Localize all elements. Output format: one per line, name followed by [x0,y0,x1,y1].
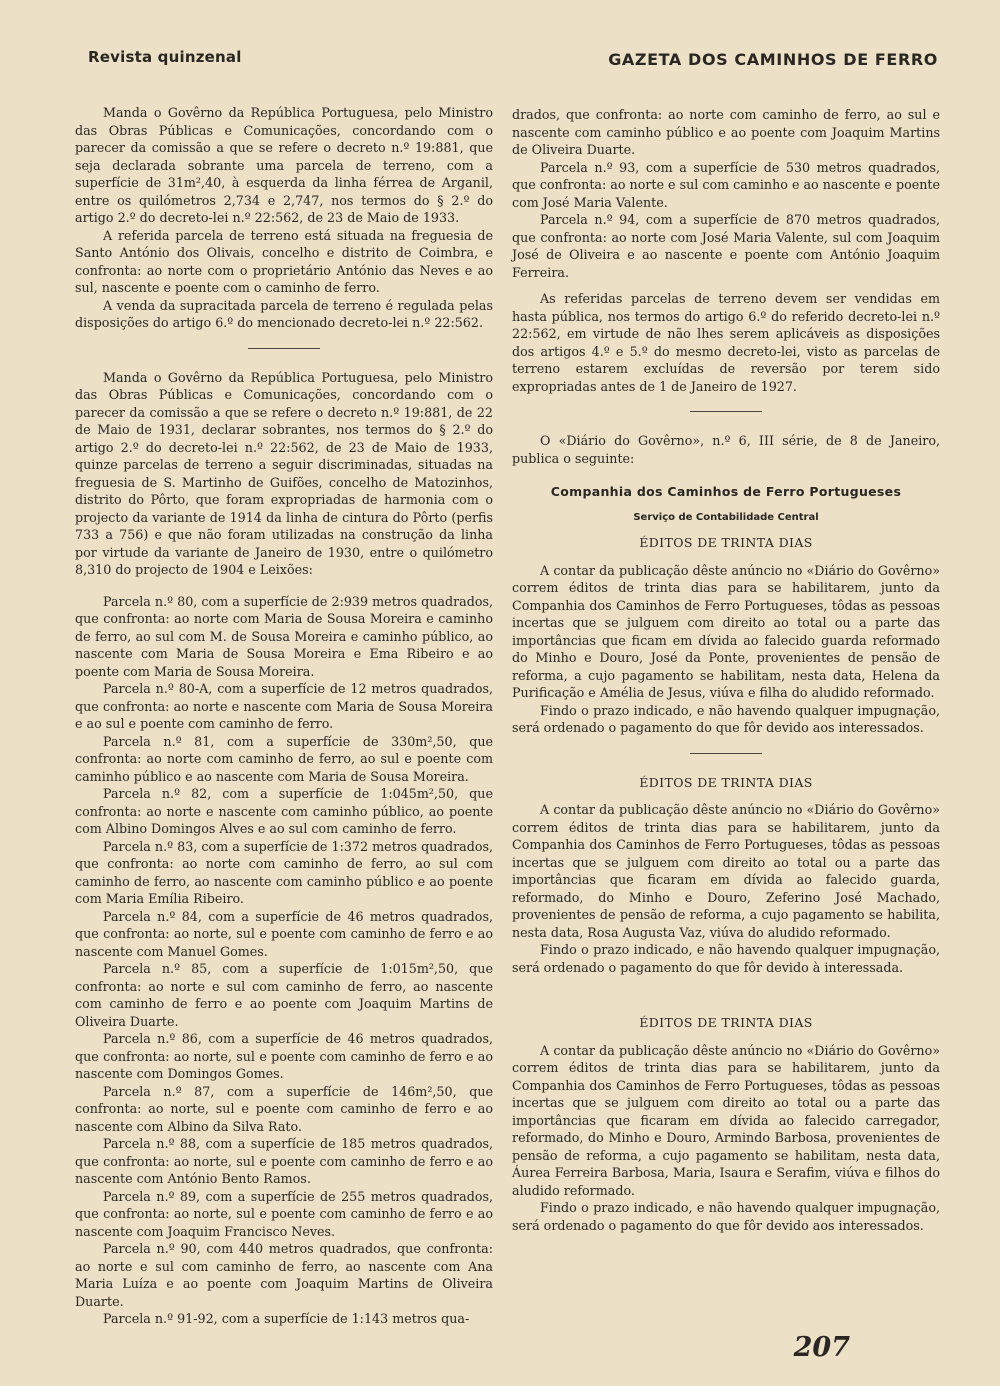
parcel-paragraph: Parcela n.º 86, com a superfície de 46 metros quadrados, que confronta: ao norte, sul e poente com caminho de ferro e ao nascente com Domingos Gomes. [75,1031,493,1081]
parcel-paragraph: Parcela n.º 81, com a superfície de 330m²,50, que confronta: ao norte com caminho de ferro, ao sul e poente com caminho público e ao nascente com Maria de Sousa Moreira. [75,733,493,784]
notice-closing: Findo o prazo indicado, e não havendo qualquer impugnação, será ordenado o pagamento do que fôr devido aos interessados. [512,1200,940,1233]
diario-intro: O «Diário do Govêrno», n.º 6, III série, de 8 de Janeiro, publica o seguinte: [512,433,940,466]
parcel-paragraph: Parcela n.º 89, com a superfície de 255 metros quadrados, que confronta: ao norte, sul e poente com caminho de ferro e ao nascente com Joaquim Francisco Neves. [75,1188,493,1239]
right-column [512,106,940,1234]
parcel-paragraph: Parcela n.º 83, com a superfície de 1:372 metros quadrados, que confronta: ao norte com caminho de ferro, ao sul com caminho de ferro, ao nascente com caminho público e ao poente com Maria Emília Ribeiro. [75,838,493,906]
sale-note: As referidas parcelas de terreno devem ser vendidas em hasta pública, nos termos do artigo 6.º do referido decreto-lei n.º 22:562, em virtude de não lhes serem aplicáveis as disposições dos artigos 4.º e 5.º do mesmo decreto-lei, visto as parcelas de terreno estarem excluídas de reversão por terem sido expropriadas antes de 1 de Janeiro de 1927. [512,291,940,394]
notice-body: A contar da publicação dêste anúncio no «Diário do Govêrno» correm éditos de trinta dias para se habilitarem, junto da Companhia dos Caminhos de Ferro Portugueses, tôdas as pessoas incertas que se julguem com direito ao total ou a parte das importâncias que ficam em dívida ao falecido guarda reformado do Minho e Douro, José da Ponte, provenientes de pensão de reforma, a cujo pagamento se habilitam, nesta data, Helena da Purificação e Amélia de Jesus, viúva e filha do aludido reformado. [512,562,940,700]
notice-body: A contar da publicação dêste anúncio no «Diário do Govêrno» correm éditos de trinta dias para se habilitarem, junto da Companhia dos Caminhos de Ferro Portugueses, tôdas as pessoas incertas que se julguem com direito ao total ou a parte das importâncias que ficaram em dívida ao falecido carregador, reformado, do Minho e Douro, Armindo Barbosa, provenientes de pensão de reforma, a cujo pagamento se habilitam, nesta data, Áurea Ferreira Barbosa, Maria, Isaura e Serafim, viúva e filhos do aludido reformado. [512,1042,940,1198]
notice-title: ÉDITOS DE TRINTA DIAS [639,1015,813,1030]
page-number: 207 [793,1332,850,1363]
decree1-paragraph: Manda o Govêrno da República Portuguesa, pelo Ministro das Obras Públicas e Comunicações, concordando com o parecer da comissão a que se refere o decreto n.º 19:881, que seja declarada sobrante uma parcela de terreno, com a superfície de 31m²,40, à esquerda da linha férrea de Arganil, entre os quilómetros 2,734 e 2,747, nos termos do § 2.º do artigo 2.º do decreto-lei n.º 22:562, de 23 de Maio de 1933. [75,105,493,225]
notice-title: ÉDITOS DE TRINTA DIAS [639,535,813,550]
parcel-paragraph: Parcela n.º 90, com 440 metros quadrados, que confronta: ao norte e sul com caminho de ferro, ao nascente com Ana Maria Luíza e ao poente com Joaquim Martins de Oliveira Duarte. [75,1241,493,1309]
notice-body: A contar da publicação dêste anúncio no «Diário do Govêrno» correm éditos de trinta dias para se habilitarem, junto da Companhia dos Caminhos de Ferro Portugueses, tôdas as pessoas incertas que se julguem com direito ao total ou a parte das importâncias que ficaram em dívida ao falecido guarda, reformado, do Minho e Douro, Zeferino José Machado, provenientes de pensão de reforma, a cujo pagamento se habilita, nesta data, Rosa Augusta Vaz, viúva do aludido reformado. [512,802,940,940]
service-name: Serviço de Contabilidade Central [633,511,819,523]
parcel-paragraph: Parcela n.º 87, com a superfície de 146m²,50, que confronta: ao norte, sul e poente com caminho de ferro e ao nascente com Albino da Silva Rato. [75,1083,493,1134]
parcel-continuation: drados, que confronta: ao norte com caminho de ferro, ao sul e nascente com caminho público e ao poente com Joaquim Martins de Oliveira Duarte. [512,107,940,157]
parcel-paragraph: Parcela n.º 82, com a superfície de 1:045m²,50, que confronta: ao norte e nascente com caminho público, ao poente com Albino Domingos Alves e ao sul com caminho de ferro. [75,786,493,836]
section-divider [690,753,762,754]
parcel-paragraph: Parcela n.º 88, com a superfície de 185 metros quadrados, que confronta: ao norte, sul e poente com caminho de ferro e ao nascente com António Bento Ramos. [75,1136,493,1186]
parcel-paragraph: Parcela n.º 93, com a superfície de 530 metros quadrados, que confronta: ao norte e sul com caminho e ao nascente e poente com José Maria Valente. [512,159,940,210]
section-divider [248,348,320,349]
section-divider [690,411,762,412]
parcel-paragraph: Parcela n.º 91-92, com a superfície de 1:143 metros qua- [103,1311,470,1326]
decree2-intro: Manda o Govêrno da República Portuguesa, pelo Ministro das Obras Públicas e Comunicações, concordando com o parecer da comissão a que se refere o decreto n.º 19:881, de 22 de Maio de 1931, declarar sobrantes, nos termos do § 2.º do artigo 2.º do decreto-lei n.º 22:562, de 23 de Maio de 1933, quinze parcelas de terreno a seguir discriminadas, situadas na freguesia de S. Martinho de Guifões, concelho de Matozinhos, distrito do Pôrto, que foram expropriadas de harmonia com o projecto da variante de 1914 da linha de cintura do Pôrto (perfis 733 a 756) e que não foram utilizadas na construção da linha por virtude da variante de Janeiro de 1930, entre o quilómetro 8,310 do projecto de 1904 e Leixões: [75,369,493,577]
parcel-paragraph: Parcela n.º 80-A, com a superfície de 12 metros quadrados, que confronta: ao norte e nascente com Maria de Sousa Moreira e ao sul e poente com caminho de ferro. [75,681,493,731]
publication-frequency: Revista quinzenal [88,48,242,66]
parcel-paragraph: Parcela n.º 94, com a superfície de 870 metros quadrados, que confronta: ao norte com José Maria Valente, sul com Joaquim José de Oliveira e ao nascente e poente com António Joaquim Ferreira. [512,212,940,280]
notice-title: ÉDITOS DE TRINTA DIAS [639,774,813,790]
decree1-paragraph: A referida parcela de terreno está situada na freguesia de Santo António dos Olivais, concelho e distrito de Coimbra, e confronta: ao norte com o proprietário António das Neves e ao sul, nascente e poente com o caminho de ferro. [75,227,493,295]
notice-closing: Findo o prazo indicado, e não havendo qualquer impugnação, será ordenado o pagamento do que fôr devido aos interessados. [512,702,940,735]
decree1-paragraph: A venda da supracitada parcela de terreno é regulada pelas disposições do artigo 6.º do mencionado decreto-lei n.º 22:562. [75,297,493,330]
parcel-paragraph: Parcela n.º 84, com a superfície de 46 metros quadrados, que confronta: ao norte, sul e poente com caminho de ferro e ao nascente com Manuel Gomes. [75,908,493,959]
parcel-paragraph: Parcela n.º 85, com a superfície de 1:015m²,50, que confronta: ao norte e sul com caminho de ferro, ao nascente com caminho de ferro e ao poente com Joaquim Martins de Oliveira Duarte. [75,961,493,1029]
company-name: Companhia dos Caminhos de Ferro Portugueses [550,484,902,499]
left-column [75,104,493,1328]
notice-closing: Findo o prazo indicado, e não havendo qualquer impugnação, será ordenado o pagamento do que fôr devido à interessada. [512,942,940,975]
publication-title: GAZETA DOS CAMINHOS DE FERRO [608,50,938,69]
parcel-paragraph: Parcela n.º 80, com a superfície de 2:939 metros quadrados, que confronta: ao norte com Maria de Sousa Moreira e caminho de ferro, ao sul com M. de Sousa Moreira e caminho público, ao nascente com Maria de Sousa Moreira e Ema Ribeiro e ao poente com Maria de Sousa Moreira. [75,593,493,679]
